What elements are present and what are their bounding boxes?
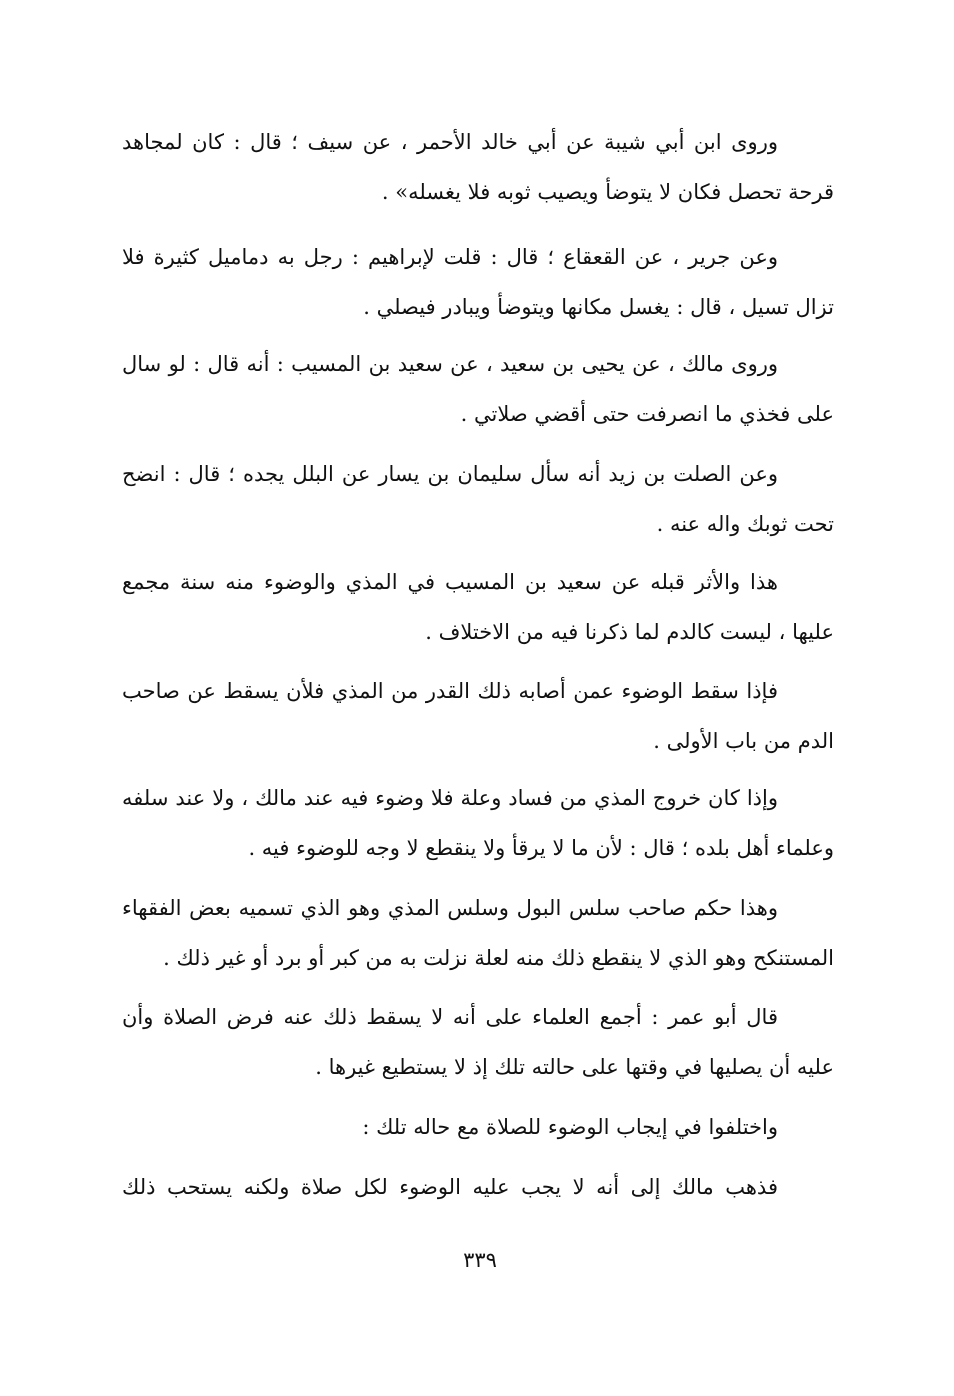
paragraph-4 bbox=[122, 449, 834, 549]
text-line: قرحة تحصل فكان لا يتوضأ ويصيب ثوبه فلا يغسله» . bbox=[381, 180, 834, 204]
text-line: عليه أن يصليها في وقتها على حالته تلك إذ لا يستطيع غيرها . bbox=[315, 1055, 834, 1079]
text-line: المستنكح وهو الذي لا ينقطع ذلك منه لعلة نزلت به من كبر أو برد أو غير ذلك . bbox=[163, 946, 834, 970]
text-line: واختلفوا في إيجاب الوضوء للصلاة مع حاله تلك : bbox=[362, 1115, 778, 1139]
paragraph-11 bbox=[122, 1162, 834, 1212]
text-line: تزال تسيل ، قال : يغسل مكانها ويتوضأ ويبادر فيصلي . bbox=[363, 295, 834, 319]
text-line: فذهب مالك إلى أنه لا يجب عليه الوضوء لكل صلاة ولكنه يستحب ذلك bbox=[122, 1175, 778, 1199]
paragraph-5 bbox=[122, 557, 834, 657]
paragraph-8 bbox=[122, 883, 834, 983]
text-line: وهذا حكم صاحب سلس البول وسلس المذي وهو الذي تسميه بعض الفقهاء bbox=[122, 896, 778, 920]
paragraph-7 bbox=[122, 773, 834, 873]
text-line: هذا والأثر قبله عن سعيد بن المسيب في المذي والوضوء منه سنة مجمع bbox=[122, 570, 778, 594]
text-line: وعن الصلت بن زيد أنه سأل سليمان بن يسار عن البلل يجده ؛ قال : انضح bbox=[122, 462, 778, 486]
paragraph-6 bbox=[122, 666, 834, 766]
text-line: فإذا سقط الوضوء عمن أصابه ذلك القدر من المذي فلأن يسقط عن صاحب bbox=[122, 679, 778, 703]
paragraph-2 bbox=[122, 232, 834, 332]
paragraph-10 bbox=[122, 1102, 834, 1152]
text-line: وروى ابن أبي شيبة عن أبي خالد الأحمر ، عن سيف ؛ قال : كان لمجاهد bbox=[122, 130, 778, 154]
text-line: الدم من باب الأولى . bbox=[653, 729, 834, 753]
text-line: على فخذي ما انصرفت حتى أقضي صلاتي . bbox=[460, 402, 834, 426]
text-line: وإذا كان خروج المذي من فساد وعلة فلا وضوء فيه عند مالك ، ولا عند سلفه bbox=[122, 786, 778, 810]
text-line: وروى مالك ، عن يحيى بن سعيد ، عن سعيد بن المسيب : أنه قال : لو سال bbox=[122, 352, 778, 376]
page-number: ٣٣٩ bbox=[463, 1248, 497, 1272]
text-line: تحت ثوبك واله عنه . bbox=[656, 512, 834, 536]
text-line: قال أبو عمر : أجمع العلماء على أنه لا يسقط ذلك عنه فرض الصلاة وأن bbox=[122, 1005, 778, 1029]
text-line: وعلماء أهل بلده ؛ قال : لأن ما لا يرقأ ولا ينقطع لا وجه للوضوء فيه . bbox=[248, 836, 834, 860]
text-line: وعن جرير ، عن القعقاع ؛ قال : قلت لإبراهيم : رجل به دماميل كثيرة فلا bbox=[122, 245, 778, 269]
text-line: عليها ، ليست كالدم لما ذكرنا فيه من الاختلاف . bbox=[425, 620, 834, 644]
paragraph-1 bbox=[122, 117, 834, 217]
paragraph-3 bbox=[122, 339, 834, 439]
paragraph-9 bbox=[122, 992, 834, 1092]
